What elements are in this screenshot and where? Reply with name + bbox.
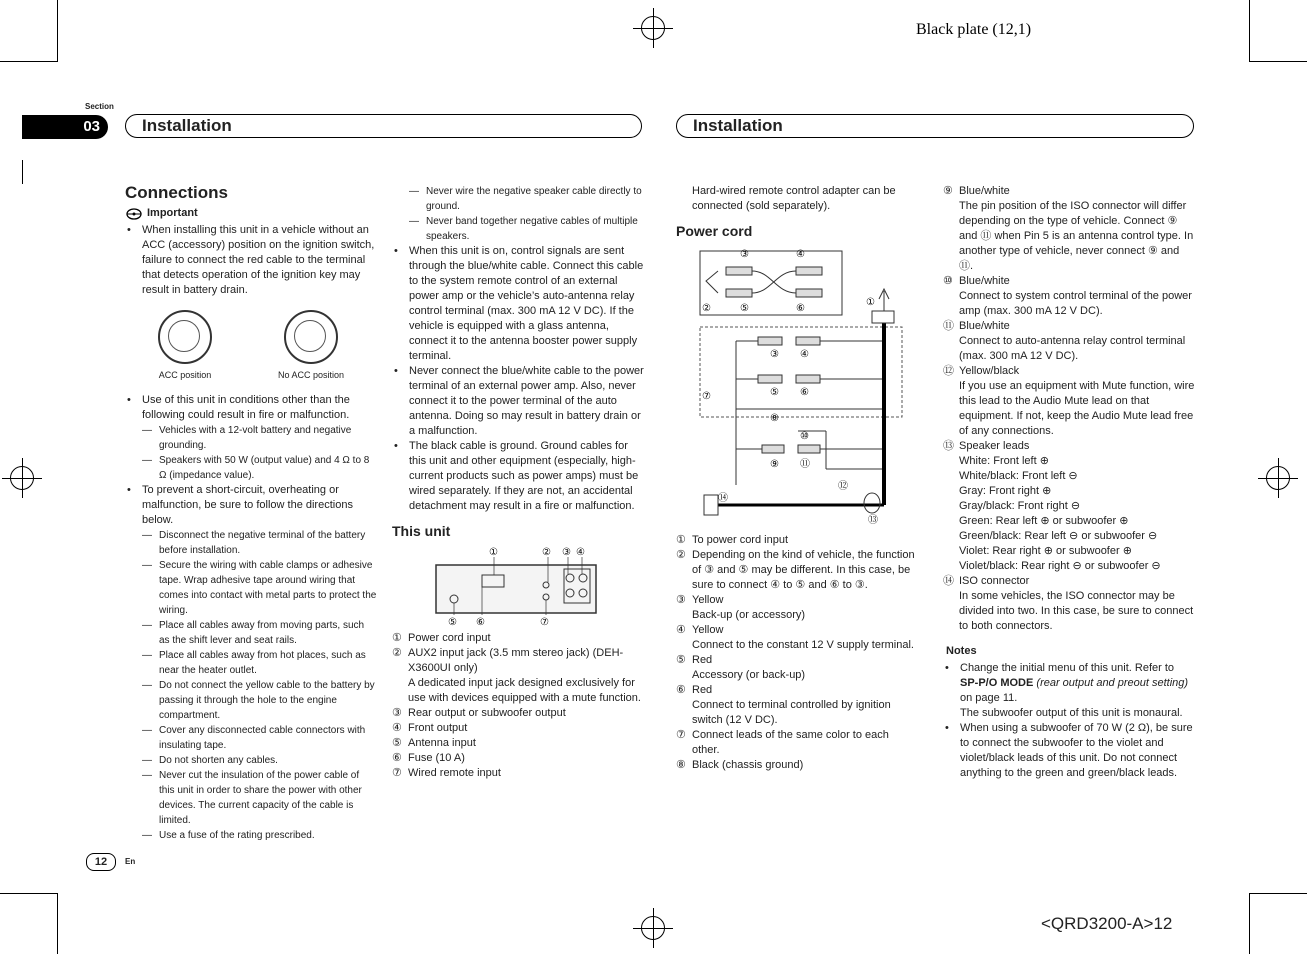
plate-label: Black plate (12,1) xyxy=(916,21,1032,38)
cord-item: ② Depending on the kind of vehicle, the function of ③ and ⑤ may be different. In this case, be sure to connect ④ to ⑤ and ⑥ to ③. xyxy=(676,549,915,591)
cord-label-6a: ⑥ xyxy=(796,303,805,314)
this-unit-title: This unit xyxy=(392,523,451,539)
cord-label-4b: ④ xyxy=(800,349,809,360)
unit-item: ① Power cord input xyxy=(392,632,491,644)
cord-label-14: ⑭ xyxy=(718,493,728,504)
knob-acc: ACC position xyxy=(158,310,212,383)
cord-item: ⑫ Yellow/black If you use an equipment with Mute function, wire this lead to the Audio Mute lead on that equipment. If not, keep the Audio Mute lead free of any connections. xyxy=(943,365,1195,437)
ignition-switch-icon xyxy=(158,310,212,364)
registration-mark xyxy=(641,916,665,940)
unit-label-2: ② xyxy=(542,547,551,558)
section-number: 03 xyxy=(22,115,108,139)
speaker-lead: Gray: Front right ⊕ xyxy=(959,485,1052,497)
cord-item: ① To power cord input xyxy=(676,534,788,546)
cord-label-7: ⑦ xyxy=(702,391,711,402)
page-number: 12 xyxy=(86,853,116,871)
bullet-acc: • When installing this unit in a vehicle without an ACC (accessory) position on the ignition switch, failure to connect the red cable to the terminal that detects operation of the ignition key may result in battery drain. xyxy=(125,223,377,298)
crop-mark xyxy=(0,61,58,62)
unit-label-3: ③ xyxy=(562,547,571,558)
cord-item: ⑦ Connect leads of the same color to each other. xyxy=(676,729,889,756)
crop-mark xyxy=(57,893,58,954)
cord-label-12: ⑫ xyxy=(838,481,848,492)
header-right: Installation xyxy=(676,114,1194,138)
ignition-switch-icon xyxy=(284,310,338,364)
dash-item: — Place all cables away from moving parts, such as the shift lever and seat rails. xyxy=(142,618,377,648)
header-left: Installation xyxy=(125,114,642,138)
section-label: Section xyxy=(85,102,114,111)
speaker-lead: Gray/black: Front right ⊖ xyxy=(959,500,1081,512)
speaker-lead: Violet: Rear right ⊕ or subwoofer ⊕ xyxy=(959,545,1132,557)
cord-label-5b: ⑤ xyxy=(770,387,779,398)
unit-label-6: ⑥ xyxy=(476,617,485,627)
column-2 xyxy=(392,184,644,781)
dash-item: — Do not connect the yellow cable to the battery by passing it through the hole to the engine compartment. xyxy=(142,678,377,723)
bullet-short-circuit: • To prevent a short-circuit, overheating or malfunction, be sure to follow the directions below. — Disconnect the negative terminal of the battery before installation. — Secure the wiring with cable clamps or adhesive tape. Wrap adhesive tape around wiring that comes into contact with metal parts to protect the wiring. — Place all cables away from moving parts, such as the shift lever and seat rails. — Place all cables away from hot places, such as near the heater outlet. — Do not connect the yellow cable to the battery by passing it through the hole to the engine compartment. — Cover any disconnected cable connectors with insulating tape. — Do not shorten any cables. — Never cut the insulation of the power cable of this unit in order to share the power with other devices. The current capacity of the cable is limited. — Use a fuse of the rating prescribed. xyxy=(125,483,377,843)
registration-mark xyxy=(1266,466,1290,490)
cord-label-3a: ③ xyxy=(740,249,749,260)
dash-item: — Disconnect the negative terminal of the battery before installation. xyxy=(142,528,377,558)
cord-item: ⑩ Blue/white Connect to system control terminal of the power amp (max. 300 mA 12 V DC). xyxy=(943,275,1192,317)
dash-item: — Never wire the negative speaker cable directly to ground. xyxy=(409,184,644,214)
cord-label-4a: ④ xyxy=(796,249,805,260)
crop-mark xyxy=(0,893,58,894)
unit-item: ⑤ Antenna input xyxy=(392,737,476,749)
cord-label-13: ⑬ xyxy=(868,515,878,526)
bullet-conditions: • Use of this unit in conditions other than the following could result in fire or malfunction. — Vehicles with a 12-volt battery and negative grounding. — Speakers with 50 W (output value) and 4 Ω to 8 Ω (impedance value). xyxy=(125,393,377,483)
power-cord-diagram xyxy=(676,245,906,527)
cord-item: ③ Yellow Back-up (or accessory) xyxy=(676,594,806,621)
cord-item: ⑪ Blue/white Connect to auto-antenna relay control terminal (max. 300 mA 12 V DC). xyxy=(943,320,1186,362)
cord-label-1: ① xyxy=(866,297,875,308)
unit-item: ④ Front output xyxy=(392,722,468,734)
connections-title: Connections xyxy=(125,183,228,202)
crop-mark xyxy=(1249,893,1307,894)
cord-label-9: ⑨ xyxy=(770,459,779,470)
crop-mark xyxy=(57,0,58,62)
column-3 xyxy=(676,184,916,773)
dash-item: — Speakers with 50 W (output value) and 4 Ω to 8 Ω (impedance value). xyxy=(142,453,377,483)
registration-mark xyxy=(641,16,665,40)
dash-item: — Use a fuse of the rating prescribed. xyxy=(142,828,377,843)
bullet-item: • Never connect the blue/white cable to the power terminal of an external power amp. Also, never connect it to the power terminal of the auto antenna. Doing so may result in battery drain or a malfunction. xyxy=(392,364,644,439)
registration-mark xyxy=(10,466,34,490)
speaker-lead: Violet/black: Rear right ⊖ or subwoofer ⊖ xyxy=(959,560,1161,572)
cord-item: ⑧ Black (chassis ground) xyxy=(676,759,804,771)
crop-mark xyxy=(22,160,23,184)
unit-rear-diagram xyxy=(392,545,632,627)
important-icon xyxy=(125,207,143,221)
cord-label-3b: ③ xyxy=(770,349,779,360)
speaker-lead: Green: Rear left ⊕ or subwoofer ⊕ xyxy=(959,515,1129,527)
ignition-figure xyxy=(125,310,377,383)
note-item: • Change the initial menu of this unit. Refer to SP-P/O MODE (rear output and preout setting) on page 11. The subwoofer output of this unit is monaural. xyxy=(943,661,1195,721)
dash-item: — Never cut the insulation of the power cable of this unit in order to share the power with other devices. The current capacity of the cable is limited. xyxy=(142,768,377,828)
intro-text: Hard-wired remote control adapter can be connected (sold separately). xyxy=(692,185,896,212)
column-4 xyxy=(943,184,1195,781)
knob-no-acc: No ACC position xyxy=(278,310,344,383)
important-heading: Important xyxy=(125,206,377,221)
cord-label-11: ⑪ xyxy=(800,459,810,470)
dash-item: — Place all cables away from hot places, such as near the heater outlet. xyxy=(142,648,377,678)
note-item: • When using a subwoofer of 70 W (2 Ω), be sure to connect the subwoofer to the violet and violet/black leads of this unit. Do not connect anything to the green and green/black leads. xyxy=(943,721,1195,781)
dash-item: — Cover any disconnected cable connectors with insulating tape. xyxy=(142,723,377,753)
crop-mark xyxy=(1249,0,1250,62)
unit-item: ⑥ Fuse (10 A) xyxy=(392,752,465,764)
cord-label-6b: ⑥ xyxy=(800,387,809,398)
column-1 xyxy=(125,185,377,843)
cord-label-5a: ⑤ xyxy=(740,303,749,314)
cord-item: ⑨ Blue/white The pin position of the ISO connector will differ depending on the type of vehicle. Connect ⑨ and ⑪ when Pin 5 is an antenna control type. In another type of vehicle, never connect ⑨ and ⑪. xyxy=(943,185,1194,272)
cord-item: ⑬ Speaker leads White: Front left ⊕ White/black: Front left ⊖ Gray: Front right ⊕ Gray/black: Front right ⊖ Green: Rear left ⊕ or subwoofer ⊕ Green/black: Rear left ⊖ or subwoofer ⊖ Violet: Rear right ⊕ or subwoofer ⊕ Violet/black: Rear right ⊖ or subwoofer ⊖ xyxy=(943,439,1195,574)
dash-item: — Vehicles with a 12-volt battery and negative grounding. xyxy=(142,423,377,453)
power-cord-title: Power cord xyxy=(676,223,753,239)
cord-item: ⑭ ISO connector In some vehicles, the ISO connector may be divided into two. In this case, be sure to connect to both connectors. xyxy=(943,575,1194,632)
speaker-lead: Green/black: Rear left ⊖ or subwoofer ⊖ xyxy=(959,530,1158,542)
bullet-item: • The black cable is ground. Ground cables for this unit and other equipment (especially, high-current products such as power amps) must be wired separately. If they are not, an accidental detachment may result in a fire or malfunction. xyxy=(392,439,644,514)
cord-label-2: ② xyxy=(702,303,711,314)
unit-label-7: ⑦ xyxy=(540,617,549,627)
crop-mark xyxy=(1249,893,1250,954)
dash-item: — Never band together negative cables of multiple speakers. xyxy=(409,214,644,244)
unit-label-4: ④ xyxy=(576,547,585,558)
unit-item: ③ Rear output or subwoofer output xyxy=(392,707,566,719)
speaker-lead: White/black: Front left ⊖ xyxy=(959,470,1078,482)
cord-item: ⑤ Red Accessory (or back-up) xyxy=(676,654,806,681)
unit-label-1: ① xyxy=(489,547,498,558)
unit-label-5: ⑤ xyxy=(448,617,457,627)
cord-item: ④ Yellow Connect to the constant 12 V supply terminal. xyxy=(676,624,914,651)
crop-mark xyxy=(1249,61,1307,62)
unit-item: ② AUX2 input jack (3.5 mm stereo jack) (DEH-X3600UI only) A dedicated input jack designed exclusively for use with devices equipped with a mute function. xyxy=(392,647,641,704)
language-label: En xyxy=(125,857,136,866)
unit-item: ⑦ Wired remote input xyxy=(392,767,501,779)
speaker-lead: White: Front left ⊕ xyxy=(959,455,1049,467)
document-code: <QRD3200-A>12 xyxy=(1041,914,1173,933)
dash-item: — Do not shorten any cables. xyxy=(142,753,377,768)
cord-label-8: ⑧ xyxy=(770,413,779,424)
bullet-item: • When this unit is on, control signals are sent through the blue/white cable. Connect this cable to the system remote control of an external power amp or the vehicle’s auto-antenna relay control terminal (max. 300 mA 12 V DC). If the vehicle is equipped with a glass antenna, connect it to the antenna booster power supply terminal. xyxy=(392,244,644,364)
cord-label-10: ⑩ xyxy=(800,431,809,442)
notes-title: Notes xyxy=(946,645,977,657)
cord-item: ⑥ Red Connect to terminal controlled by ignition switch (12 V DC). xyxy=(676,684,891,726)
dash-item: — Secure the wiring with cable clamps or adhesive tape. Wrap adhesive tape around wiring that comes into contact with metal parts to protect the wiring. xyxy=(142,558,377,618)
